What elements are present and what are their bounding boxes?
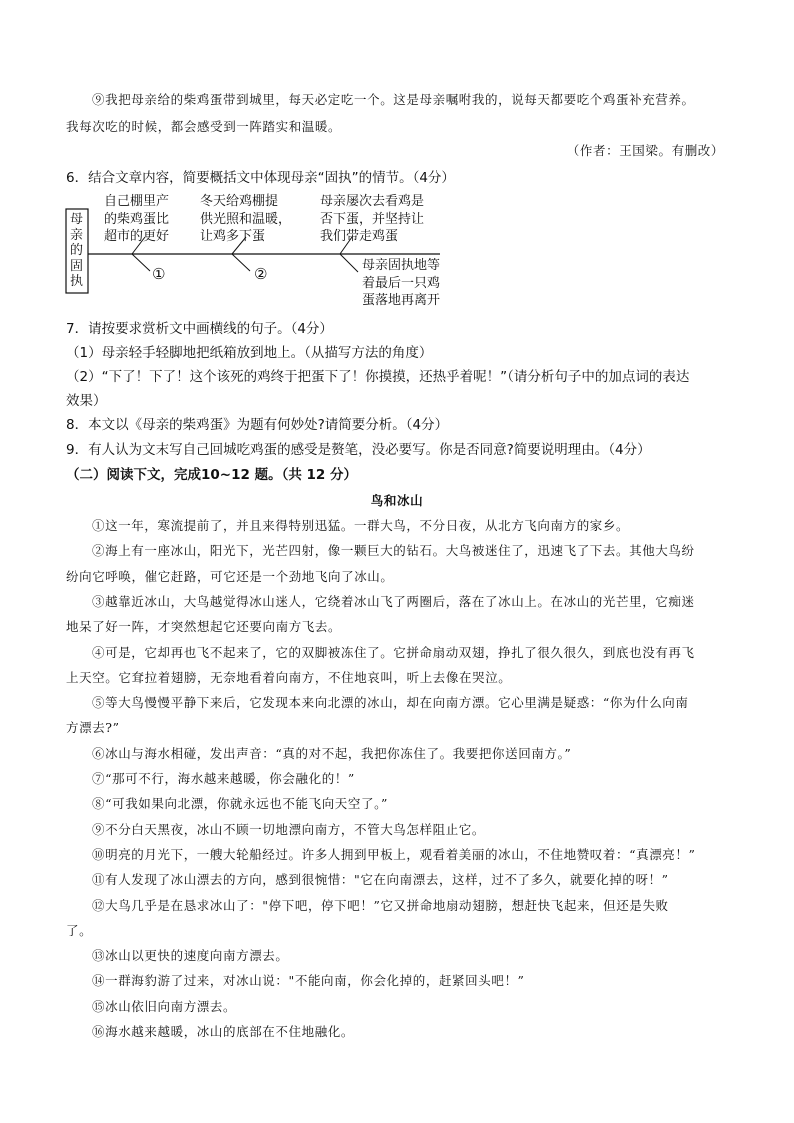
- story-line: ⑧“可我如果向北漂，你就永远也不能飞向天空了。”: [92, 796, 388, 811]
- diagram-event-4: 母亲固执地等 着最后一只鸡 蛋落地再离开: [362, 258, 441, 308]
- branch-blank-2: [232, 254, 250, 271]
- question-7-sub-2-line2: 效果）: [66, 393, 107, 409]
- author-note: （作者：王国梁。有删改）: [566, 143, 724, 158]
- story-line: 上天空。它耷拉着翅膀，无奈地看着向南方，不住地哀叫，听上去像在哭泣。: [66, 670, 512, 685]
- story-line: ⑬冰山以更快的速度向南方漂去。: [92, 948, 289, 963]
- story-line: ⑯海水越来越暖，冰山的底部在不住地融化。: [92, 1024, 355, 1039]
- story-line: 方漂去?”: [66, 720, 120, 735]
- story-line: ③越靠近冰山，大鸟越觉得冰山迷人，它绕着冰山飞了两圈后，落在了冰山上。在冰山的光芒里，它痴迷: [92, 594, 695, 609]
- diagram-event-1: 自己棚里产 的柴鸡蛋比 超市的更好: [104, 194, 170, 244]
- story-line: ⑨不分白天黑夜，冰山不顾一切地漂向南方，不管大鸟怎样阻止它。: [92, 822, 486, 837]
- section-2-heading: （二）阅读下文，完成10~12 题。（共 12 分）: [66, 467, 358, 483]
- story-line: 纷向它呼唤，催它赶路，可它还是一个劲地飞向了冰山。: [66, 569, 394, 584]
- diagram-event-2: 冬天给鸡棚提 供光照和温暖， 让鸡多下蛋: [200, 194, 292, 244]
- story-line: ⑦“那可不行，海水越来越暖，你会融化的！”: [92, 771, 355, 786]
- branch-blank-1: [132, 254, 150, 271]
- story-line: 了。: [66, 923, 93, 938]
- story-line: ⑤等大鸟慢慢平静下来后，它发现本来向北漂的冰山，却在向南方漂。它心里满是疑惑：“你为什么向南: [92, 695, 689, 710]
- question-7-sub-1: （1）母亲轻手轻脚地把纸箱放到地上。（从描写方法的角度）: [66, 345, 433, 361]
- passage-paragraph-9-line1: ⑨我把母亲给的柴鸡蛋带到城里，每天必定吃一个。这是母亲嘱咐我的，说每天都要吃个鸡蛋补充营养。: [92, 92, 695, 107]
- story-line: ②海上有一座冰山，阳光下，光芒四射，像一颗巨大的钻石。大鸟被迷住了，迅速飞了下去。其他大鸟纷: [92, 543, 695, 558]
- question-8: 8．本文以《母亲的柴鸡蛋》为题有何妙处?请简要分析。（4分）: [66, 417, 449, 433]
- diagram-blank-1: ①: [152, 265, 166, 283]
- plot-diagram: [0, 0, 794, 320]
- question-9: 9．有人认为文末写自己回城吃鸡蛋的感受是赘笔，没必要写。你是否同意?简要说明理由。（4分）: [66, 442, 651, 458]
- story-line: ⑩明亮的月光下，一艘大轮船经过。许多人拥到甲板上，观看着美丽的冰山，不住地赞叹着：“真漂亮！”: [92, 847, 696, 862]
- question-7: 7．请按要求赏析文中画横线的句子。（4分）: [66, 321, 333, 337]
- branch-4: [340, 254, 358, 272]
- story-title: 鸟和冰山: [370, 493, 424, 508]
- story-line: ⑮冰山依旧向南方漂去。: [92, 999, 237, 1014]
- story-line: ⑫大鸟几乎是在恳求冰山了："停下吧，停下吧！”它又拼命地扇动翅膀，想赶快飞起来，但还是失败: [92, 898, 669, 913]
- story-line: 地呆了好一阵，才突然想起它还要向南方飞去。: [66, 619, 342, 634]
- diagram-box-label: 母 亲 的 固 执: [70, 212, 84, 290]
- diagram-blank-2: ②: [254, 265, 268, 283]
- story-line: ①这一年，寒流提前了，并且来得特别迅猛。一群大鸟，不分日夜，从北方飞向南方的家乡。: [92, 518, 630, 533]
- question-6: 6．结合文章内容，简要概括文中体现母亲“固执”的情节。（4分）: [66, 170, 455, 186]
- story-line: ⑥冰山与海水相碰，发出声音：“真的对不起，我把你冻住了。我要把你送回南方。”: [92, 746, 572, 761]
- question-7-sub-2-line1: （2）“下了！下了！这个该死的鸡终于把蛋下了！你摸摸，还热乎着呢！”（请分析句子中的加点词的表达: [66, 369, 690, 385]
- diagram-event-3: 母亲屡次去看鸡是 否下蛋，并坚持让 我们带走鸡蛋: [320, 194, 425, 244]
- passage-paragraph-9-line2: 我每次吃的时候，都会感受到一阵踏实和温暖。: [66, 119, 342, 134]
- story-line: ⑪有人发现了冰山漂去的方向，感到很惋惜："它在向南漂去，这样，过不了多久，就要化掉的呀！”: [92, 872, 669, 887]
- story-line: ⑭一群海豹游了过来，对冰山说："不能向南，你会化掉的，赶紧回头吧！”: [92, 973, 525, 988]
- story-line: ④可是，它却再也飞不起来了，它的双脚被冻住了。它拼命扇动双翅，挣扎了很久很久，到底也没有再飞: [92, 645, 695, 660]
